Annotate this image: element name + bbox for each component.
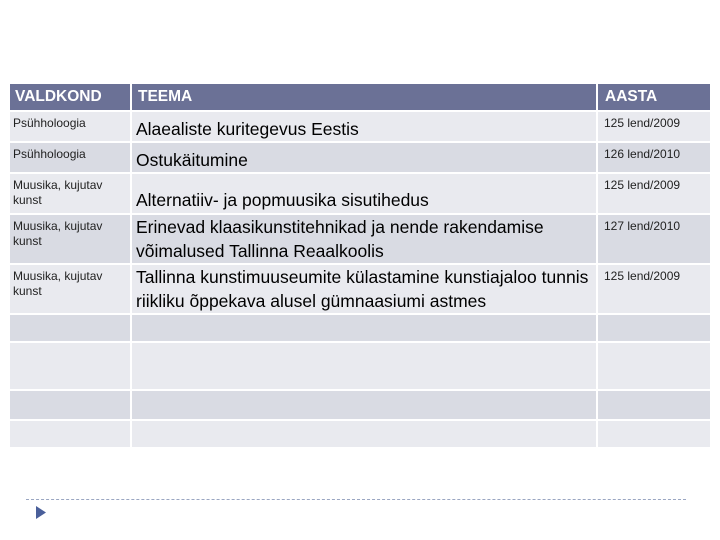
table-row <box>10 421 710 449</box>
topic-cell: Alternatiiv- ja popmuusika sisutihedus <box>132 174 598 215</box>
table-row <box>10 265 710 315</box>
empty-cell <box>10 315 132 343</box>
empty-cell <box>598 391 710 421</box>
empty-cell <box>10 421 132 449</box>
empty-cell <box>132 343 598 391</box>
empty-cell <box>598 343 710 391</box>
arrow-right-icon <box>36 506 46 519</box>
field-cell: Muusika, kujutav kunst <box>10 215 132 265</box>
header-valdkond: VALDKOND <box>10 84 132 112</box>
footer-divider <box>26 499 686 500</box>
table-row <box>10 143 710 174</box>
topic-cell: Tallinna kunstimuuseumite külastamine kunstiajaloo tunnis riikliku õppekava alusel gümnaasiumi astmes <box>132 265 598 315</box>
topic-cell: Erinevad klaasikunstitehnikad ja nende rakendamise võimalused Tallinna Reaalkoolis <box>132 215 598 265</box>
field-cell: Muusika, kujutav kunst <box>10 265 132 315</box>
empty-cell <box>132 391 598 421</box>
year-cell: 125 lend/2009 <box>598 112 710 143</box>
year-cell: 125 lend/2009 <box>598 174 710 215</box>
topic-cell: Ostukäitumine <box>132 143 598 174</box>
year-cell: 126 lend/2010 <box>598 143 710 174</box>
field-cell: Psühholoogia <box>10 143 132 174</box>
empty-cell <box>598 315 710 343</box>
table-row <box>10 174 710 215</box>
empty-cell <box>132 315 598 343</box>
table-row <box>10 343 710 391</box>
empty-cell <box>132 421 598 449</box>
field-cell: Psühholoogia <box>10 112 132 143</box>
topics-table <box>10 84 710 449</box>
empty-cell <box>10 343 132 391</box>
table-row <box>10 215 710 265</box>
table-header-row <box>10 84 710 112</box>
header-teema: TEEMA <box>132 84 598 112</box>
empty-cell <box>598 421 710 449</box>
table-row <box>10 391 710 421</box>
header-aasta: AASTA <box>598 84 710 112</box>
year-cell: 125 lend/2009 <box>598 265 710 315</box>
year-cell: 127 lend/2010 <box>598 215 710 265</box>
topic-cell: Alaealiste kuritegevus Eestis <box>132 112 598 143</box>
empty-cell <box>10 391 132 421</box>
field-cell: Muusika, kujutav kunst <box>10 174 132 215</box>
table-row <box>10 315 710 343</box>
table-row <box>10 112 710 143</box>
